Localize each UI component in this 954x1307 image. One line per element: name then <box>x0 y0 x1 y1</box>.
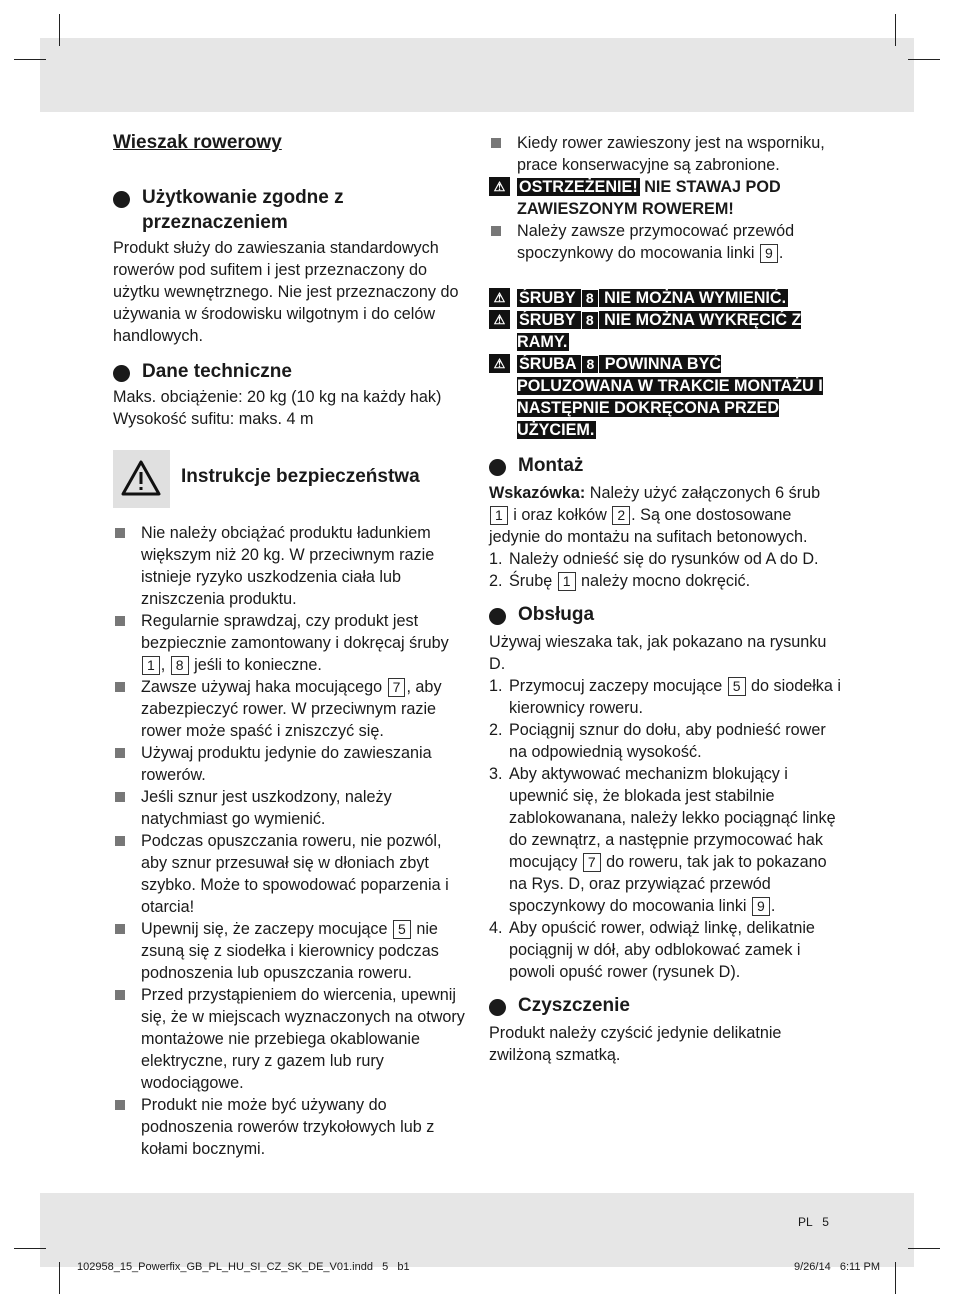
square-bullet-icon <box>115 528 125 538</box>
tech-ceiling-height: Wysokość sufitu: maks. 4 m <box>113 410 314 428</box>
square-bullet-icon <box>115 836 125 846</box>
crop-mark <box>895 1262 896 1294</box>
part-number-box: 2 <box>612 506 630 525</box>
right-bullet-list <box>489 132 841 176</box>
part-number-box: 1 <box>142 656 160 675</box>
square-bullet-icon <box>115 792 125 802</box>
list-item: 2. Pociągnij sznur do dołu, aby podnieść rower na odpowiednią wysokość. <box>489 721 826 761</box>
safety-heading: Instrukcje bezpieczeństwa <box>181 466 420 487</box>
square-bullet-icon <box>491 226 501 236</box>
bullet-dot-icon <box>489 608 506 625</box>
warning-text: ŚRUBA 8 POWINNA BYĆ POLUZOWANA W TRAKCIE MONTAŻU I NASTĘPNIE DOKRĘCONA PRZED UŻYCIEM. <box>517 355 823 439</box>
footer-file-info: 102958_15_Powerfix_GB_PL_HU_SI_CZ_SK_DE_V01.indd 5 b1 <box>77 1261 410 1273</box>
crop-mark <box>59 14 60 46</box>
header-band <box>40 38 914 112</box>
section-tech-heading: Dane techniczne <box>113 359 469 384</box>
part-number-box: 5 <box>393 920 411 939</box>
square-bullet-icon <box>115 616 125 626</box>
list-item: Produkt nie może być używany do podnoszenia rowerów trzykołowych lub z kołami bocznymi. <box>113 1094 469 1160</box>
list-item: Przed przystąpieniem do wiercenia, upewnij się, że w miejscach wyznaczonych na otwory montażowe nie przebiega okablowanie elektryczne, rury z gazem lub rury wodociągowe. <box>113 984 469 1094</box>
list-item: Podczas opuszczania roweru, nie pozwól, aby sznur przesuwał się w dłoniach zbyt szybko. Może to spowodować poparzenia i otarcia! <box>113 830 469 918</box>
warning-row: ⚠ OSTRZEŻENIE! NIE STAWAJ POD ZAWIESZONYM ROWEREM! <box>489 176 841 220</box>
list-item: 3. Aby aktywować mechanizm blokujący i upewnić się, że blokada jest stabilnie zablokowanana, należy lekko pociągnąć linkę do zewnątrz, a następnie przymocować hak mocujący 7 do roweru, tak jak to pokazano na Rys. D, oraz przywiązać przewód spoczynkowy do mocowania linki 9 . <box>489 765 836 915</box>
safety-heading-block <box>113 450 469 508</box>
crop-mark <box>908 59 940 60</box>
list-item: Jeśli sznur jest uszkodzony, należy natychmiast go wymienić. <box>113 786 469 830</box>
crop-mark <box>895 14 896 46</box>
part-number-box: 9 <box>752 897 770 916</box>
warning-triangle-icon <box>113 450 170 508</box>
document-title: Wieszak rowerowy <box>113 132 282 153</box>
left-column <box>113 132 469 1160</box>
part-number-box: 1 <box>558 572 576 591</box>
part-number-box: 7 <box>583 853 601 872</box>
part-number-box: 5 <box>728 677 746 696</box>
safety-list <box>113 522 469 1160</box>
operation-intro: Używaj wieszaka tak, jak pokazano na rysunku D. <box>489 633 827 673</box>
square-bullet-icon <box>115 990 125 1000</box>
list-item: 2. Śrubę 1 należy mocno dokręcić. <box>489 572 751 590</box>
bullet-dot-icon <box>113 365 130 382</box>
list-item: Nie należy obciążać produktu ładunkiem większym niż 20 kg. W przeciwnym razie istnieje ryzyko uszkodzenia ciała lub zniszczenia produktu. <box>113 522 469 610</box>
crop-mark <box>14 1248 46 1249</box>
square-bullet-icon <box>115 748 125 758</box>
right-column <box>489 132 841 1066</box>
square-bullet-icon <box>491 138 501 148</box>
part-number-box: 1 <box>490 506 508 525</box>
list-item: Należy zawsze przymocować przewód spoczynkowy do mocowania linki 9 . <box>489 220 841 264</box>
operation-steps <box>489 675 841 983</box>
list-item: Zawsze używaj haka mocującego 7 , aby zabezpieczyć rower. W przeciwnym razie rower może spaść i zniszczyć się. <box>113 676 469 742</box>
section-operation-heading: Obsługa <box>489 602 841 627</box>
warning-triangle-icon: ⚠ <box>489 177 510 196</box>
list-item: 1. Przymocuj zaczepy mocujące 5 do siodełka i kierownicy roweru. <box>489 677 842 717</box>
part-number-box: 8 <box>581 289 599 308</box>
list-item: 4. Aby opuścić rower, odwiąż linkę, delikatnie pociągnij w dół, aby odblokować zamek i powoli opuść rower (rysunek D). <box>489 919 815 981</box>
right-bullet-list <box>489 220 841 264</box>
square-bullet-icon <box>115 682 125 692</box>
crop-mark <box>908 1248 940 1249</box>
list-item: 1. Należy odnieść się do rysunków od A do D. <box>489 550 819 568</box>
warning-row <box>489 287 841 309</box>
list-item: Używaj produktu jedynie do zawieszania rowerów. <box>113 742 469 786</box>
part-number-box: 8 <box>171 656 189 675</box>
section-cleaning-heading: Czyszczenie <box>489 993 841 1018</box>
square-bullet-icon <box>115 1100 125 1110</box>
warning-triangle-icon: ⚠ <box>489 354 510 373</box>
warning-text: ŚRUBY 8 NIE MOŻNA WYKRĘCIĆ Z RAMY. <box>517 311 802 351</box>
intended-use-text: Produkt służy do zawieszania standardowych rowerów pod sufitem i jest przeznaczony do użytku wewnętrznego. Nie jest przeznaczony do używania w środowisku wilgotnym i do celów handlowych. <box>113 239 459 345</box>
assembly-steps <box>489 548 841 592</box>
section-assembly-heading: Montaż <box>489 453 841 478</box>
warning-text: ŚRUBY 8 NIE MOŻNA WYMIENIĆ. <box>519 289 787 307</box>
bullet-dot-icon <box>489 459 506 476</box>
part-number-box: 9 <box>760 244 778 263</box>
page-number: PL 5 <box>798 1215 829 1229</box>
assembly-hint: Wskazówka: Należy użyć załączonych 6 śrub 1 i oraz kołków 2 . Są one dostosowane jedynie do montażu na sufitach betonowych. <box>489 484 821 546</box>
crop-mark <box>59 1262 60 1294</box>
part-number-box: 7 <box>388 678 406 697</box>
list-item: Kiedy rower zawieszony jest na wsporniku, prace konserwacyjne są zabronione. <box>489 132 841 176</box>
list-item: Regularnie sprawdzaj, czy produkt jest bezpiecznie zamontowany i dokręcaj śruby 1 , 8 jeśli to konieczne. <box>113 610 469 676</box>
crop-mark <box>14 59 46 60</box>
part-number-box: 8 <box>581 355 599 374</box>
warning-row <box>489 353 841 441</box>
footer-timestamp: 9/26/14 6:11 PM <box>794 1261 881 1273</box>
tech-max-load: Maks. obciążenie: 20 kg (10 kg na każdy hak) <box>113 388 442 406</box>
list-item: Upewnij się, że zaczepy mocujące 5 nie zsuną się z siodełka i kierownicy podczas podnoszenia lub opuszczania roweru. <box>113 918 469 984</box>
bullet-dot-icon <box>113 191 130 208</box>
footer-band <box>40 1193 914 1267</box>
bullet-dot-icon <box>489 999 506 1016</box>
section-intended-use-heading: Użytkowanie zgodne z przeznaczeniem <box>113 185 469 235</box>
warning-row <box>489 309 841 353</box>
warning-triangle-icon: ⚠ <box>489 288 510 307</box>
warning-triangle-icon: ⚠ <box>489 310 510 329</box>
part-number-box: 8 <box>581 311 599 330</box>
cleaning-text: Produkt należy czyścić jedynie delikatnie zwilżoną szmatką. <box>489 1024 782 1064</box>
square-bullet-icon <box>115 924 125 934</box>
warning-label: OSTRZEŻENIE! <box>519 178 638 196</box>
